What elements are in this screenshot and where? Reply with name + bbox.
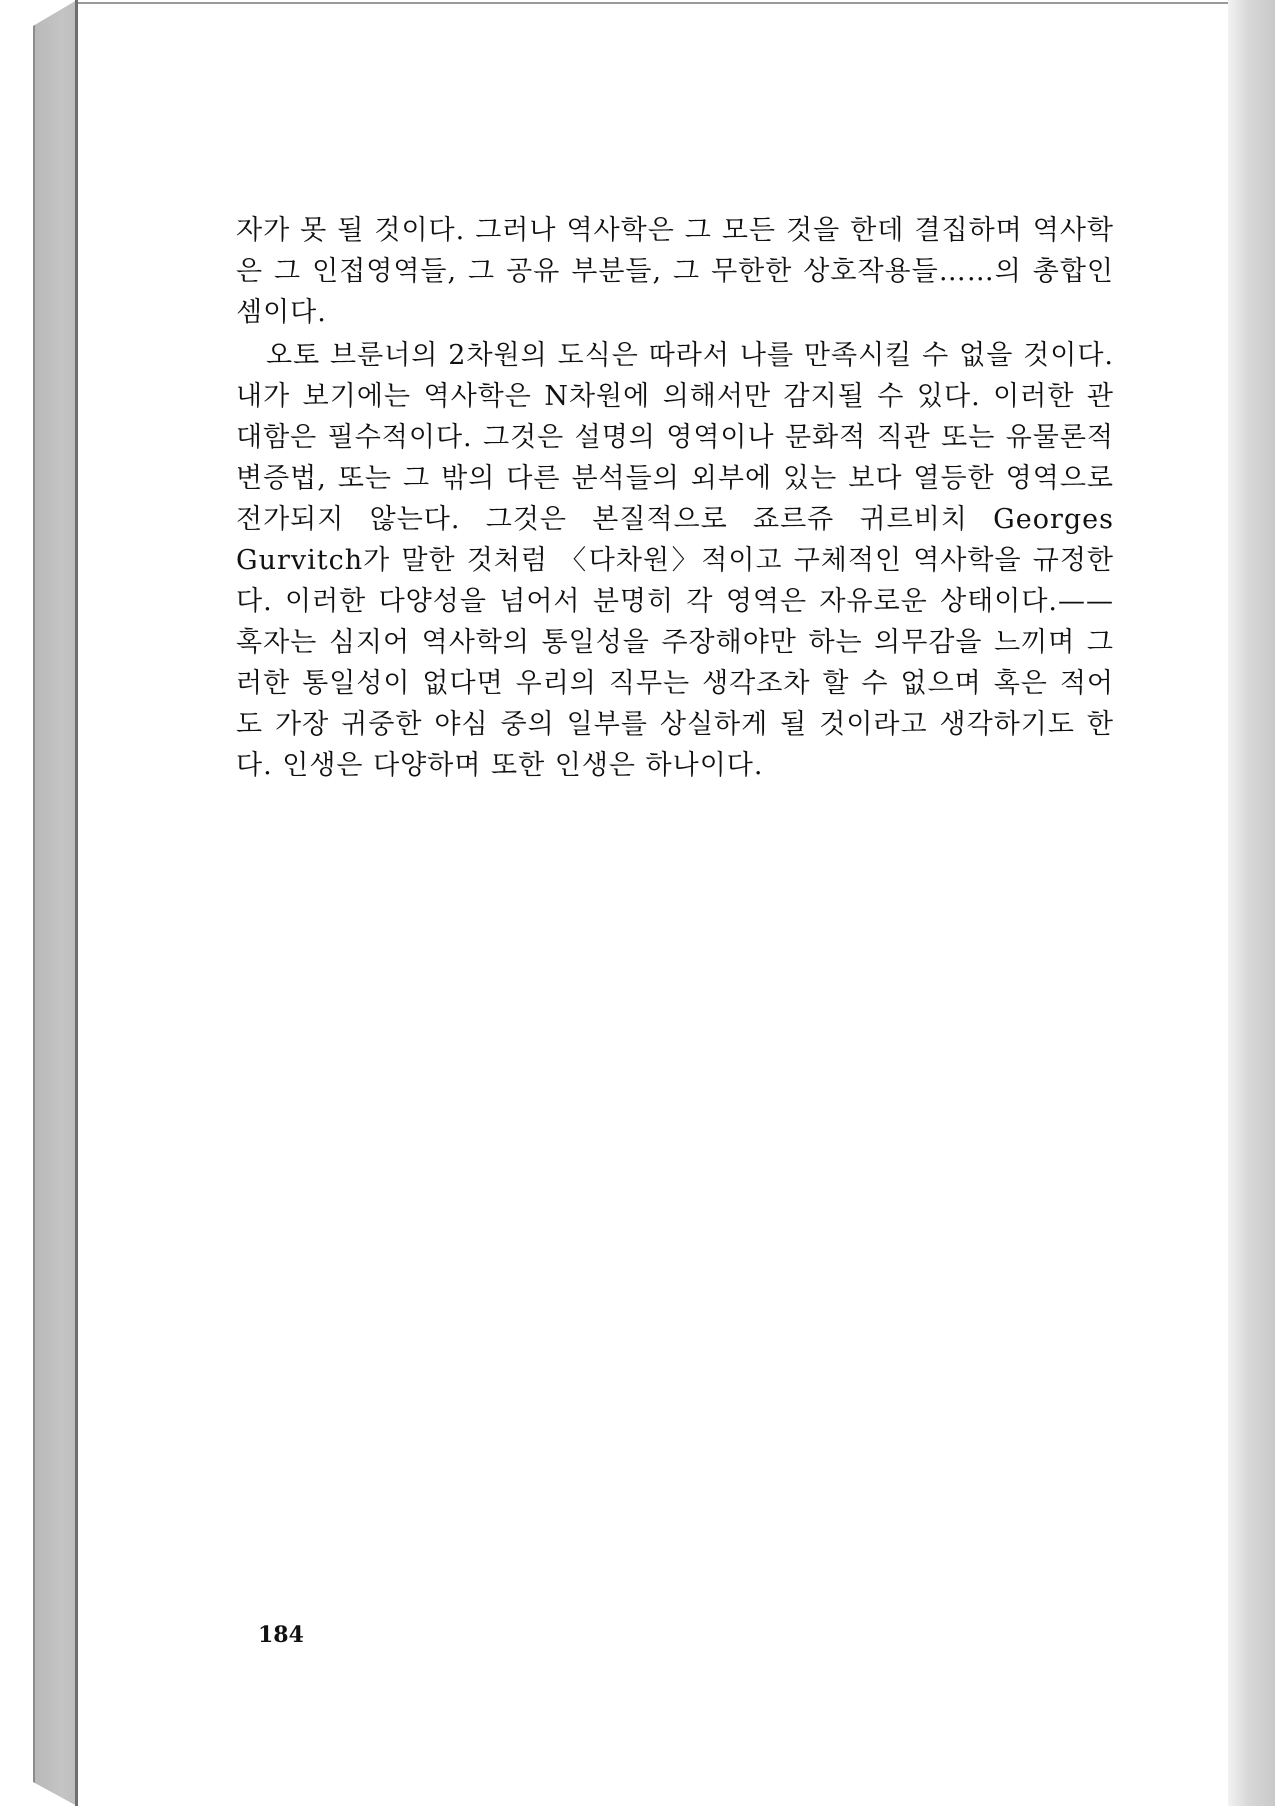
paragraph-1: 자가 못 될 것이다. 그러나 역사학은 그 모든 것을 한데 결집하며 역사학은 그 인접영역들, 그 공유 부분들, 그 무한한 상호작용들……의 총합인 셈이다. [236,215,1114,328]
body-text [236,210,1114,786]
page-shadow [1228,0,1275,1806]
page-number: 184 [258,1622,304,1648]
paragraph-2: 오토 브룬너의 2차원의 도식은 따라서 나를 만족시킬 수 없을 것이다. 내가 보기에는 역사학은 N차원에 의해서만 감지될 수 있다. 이러한 관대함은 필수적이다. 그것은 설명의 영역이나 문화적 직관 또는 유물론적 변증법, 또는 그 밖의 다른 분석들의 외부에 있는 보다 열등한 영역으로 전가되지 않는다. 그것은 본질적으로 죠르쥬 귀르비치 Georges Gurvitch가 말한 것처럼 〈다차원〉적이고 구체적인 역사학을 규정한다. 이러한 다양성을 넘어서 분명히 각 영역은 자유로운 상태이다.——혹자는 심지어 역사학의 통일성을 주장해야만 하는 의무감을 느끼며 그러한 통일성이 없다면 우리의 직무는 생각조차 할 수 없으며 혹은 적어도 가장 귀중한 야심 중의 일부를 상실하게 될 것이라고 생각하기도 한다. 인생은 다양하며 또한 인생은 하나이다. [236,340,1114,781]
book-spine [33,0,79,1806]
